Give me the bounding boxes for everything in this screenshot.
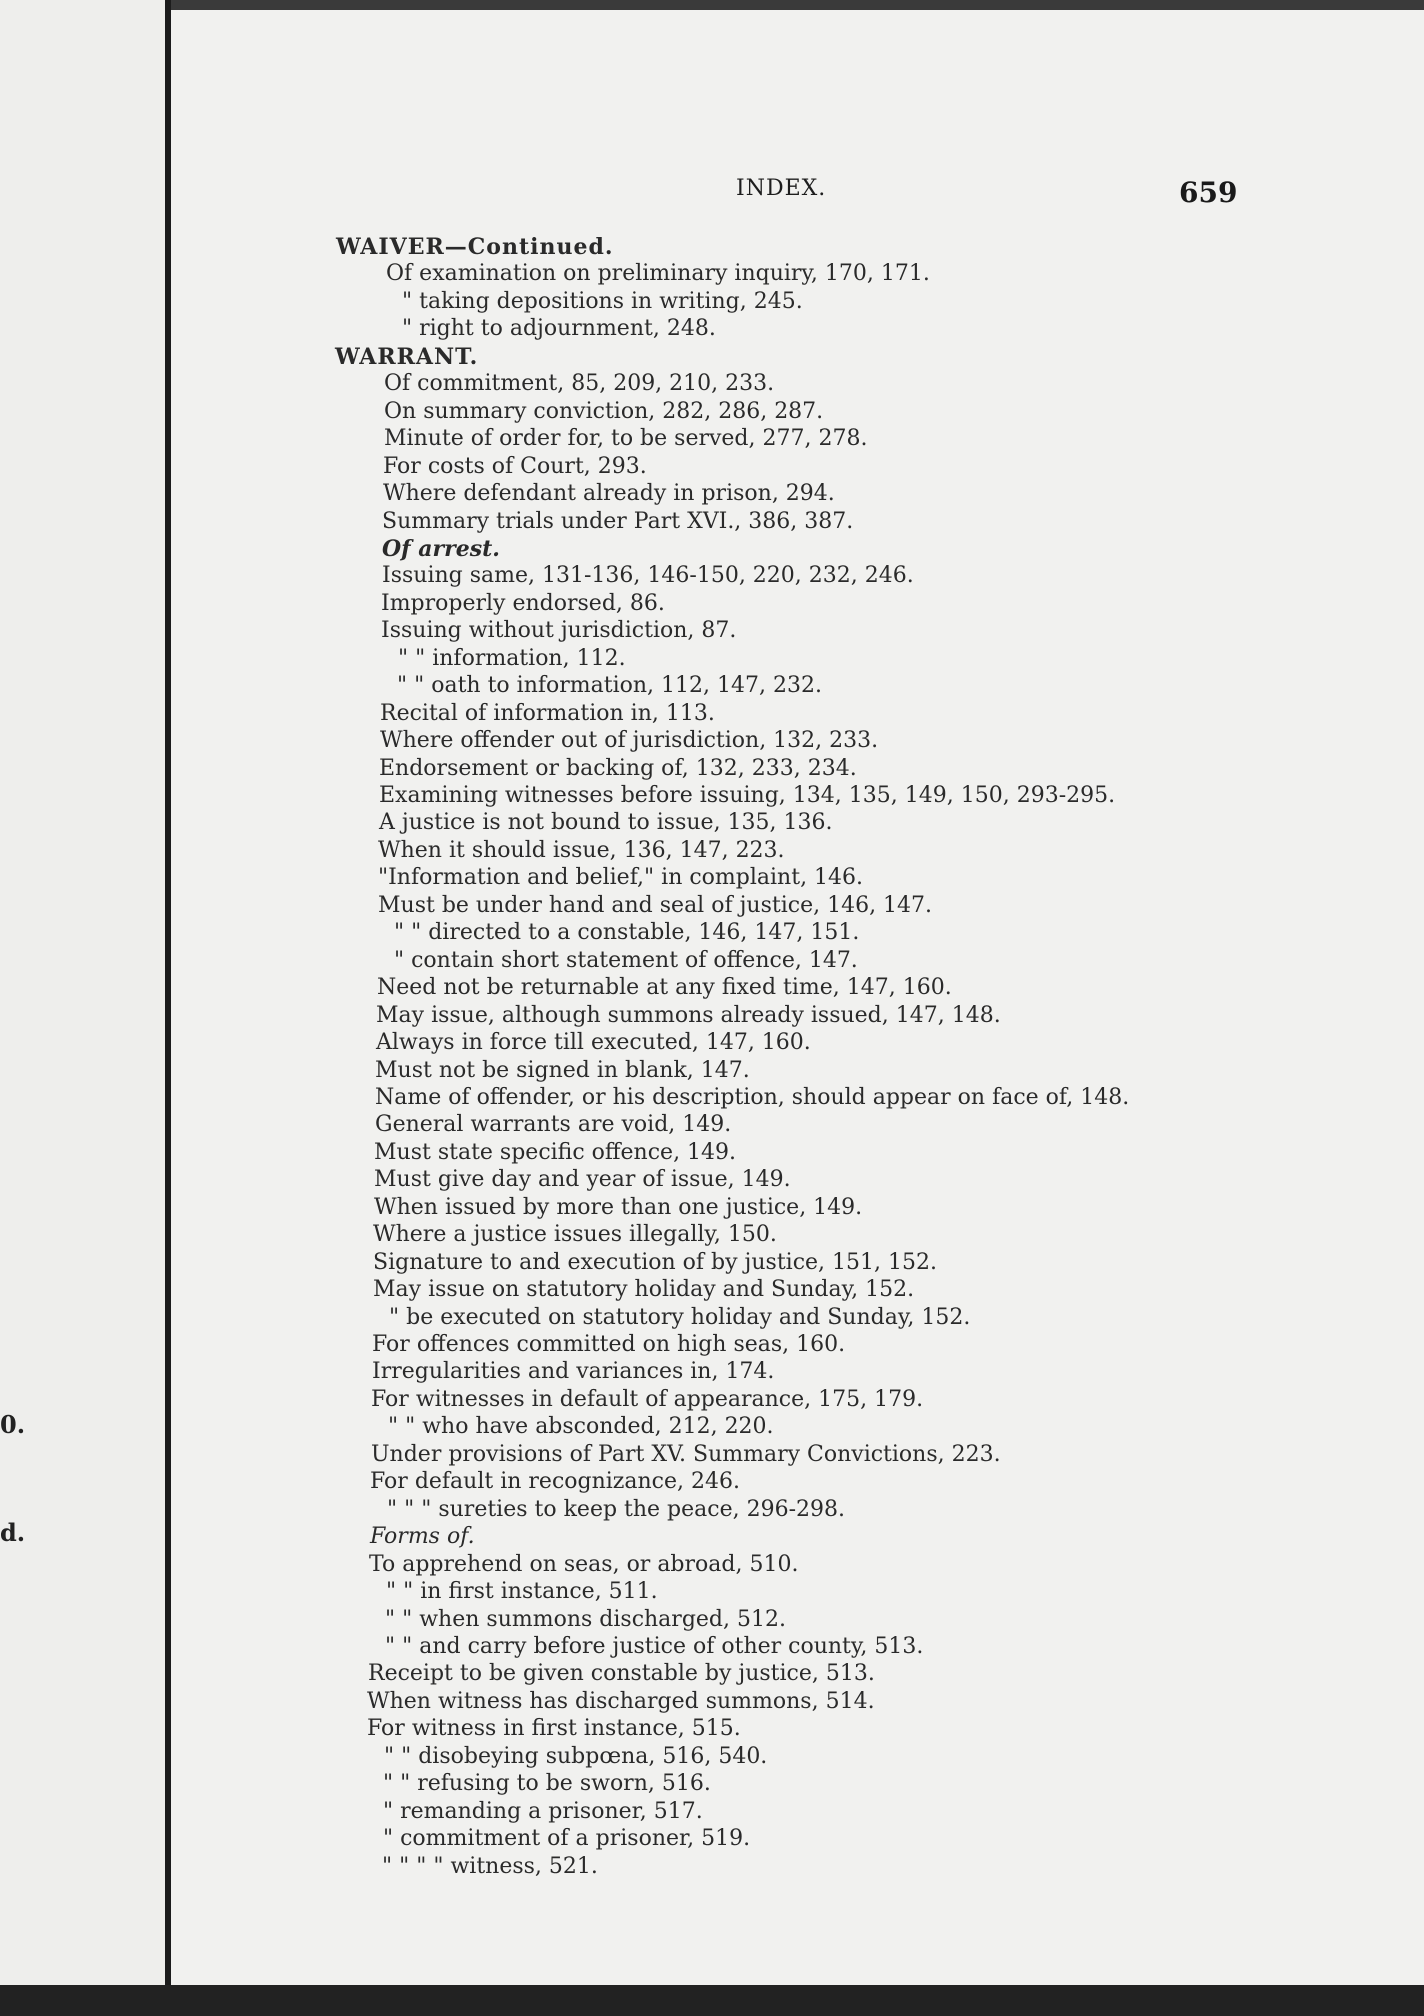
- index-entry: Must not be signed in blank, 147.: [375, 1058, 750, 1083]
- index-entry: May issue, although summons already issued, 147, 148.: [376, 1003, 1001, 1028]
- index-entry: " " refusing to be sworn, 516.: [383, 1771, 711, 1796]
- index-entry: " commitment of a prisoner, 519.: [383, 1826, 751, 1851]
- left-page-fragment: d.: [0, 1518, 26, 1547]
- index-entry: Where defendant already in prison, 294.: [383, 481, 835, 506]
- index-entry: When it should issue, 136, 147, 223.: [378, 838, 785, 863]
- index-entry: " " when summons discharged, 512.: [385, 1607, 786, 1632]
- index-entry: When witness has discharged summons, 514.: [367, 1689, 875, 1714]
- index-entry: For witnesses in default of appearance, 175, 179.: [371, 1387, 924, 1412]
- index-entry: " remanding a prisoner, 517.: [383, 1799, 703, 1824]
- index-entry: For offences committed on high seas, 160.: [372, 1332, 846, 1357]
- index-entry: Must be under hand and seal of justice, 146, 147.: [378, 893, 933, 918]
- index-entry: Must give day and year of issue, 149.: [374, 1167, 791, 1192]
- index-entry: " " information, 112.: [398, 646, 626, 671]
- index-entry: For witness in first instance, 515.: [367, 1716, 741, 1741]
- index-entry: Must state specific offence, 149.: [374, 1140, 737, 1165]
- index-entry: "Information and belief," in complaint, 146.: [378, 865, 864, 890]
- index-entry: Of commitment, 85, 209, 210, 233.: [384, 371, 775, 396]
- left-page-fragment: 0.: [0, 1410, 26, 1439]
- index-entry: General warrants are void, 149.: [375, 1112, 732, 1137]
- index-entry: On summary conviction, 282, 286, 287.: [384, 399, 824, 424]
- index-entry: " " disobeying subpœna, 516, 540.: [384, 1744, 768, 1769]
- index-entry: Signature to and execution of by justice, 151, 152.: [373, 1250, 938, 1275]
- index-entry: May issue on statutory holiday and Sunday, 152.: [373, 1277, 915, 1302]
- index-entry: To apprehend on seas, or abroad, 510.: [369, 1552, 799, 1577]
- page-number: 659: [1179, 176, 1238, 209]
- index-entry: Minute of order for, to be served, 277, 278.: [384, 426, 868, 451]
- index-entry: Irregularities and variances in, 174.: [372, 1359, 775, 1384]
- index-entry: " " " sureties to keep the peace, 296-298.: [387, 1497, 846, 1522]
- index-entry: " contain short statement of offence, 147.: [394, 948, 858, 973]
- index-entry: " " oath to information, 112, 147, 232.: [397, 673, 822, 698]
- index-entry: " be executed on statutory holiday and Sunday, 152.: [389, 1305, 971, 1330]
- index-entry: When issued by more than one justice, 149.: [374, 1195, 863, 1220]
- index-entry: Where offender out of jurisdiction, 132, 233.: [380, 728, 879, 753]
- index-entry: " " in first instance, 511.: [386, 1579, 658, 1604]
- index-entry: Issuing same, 131-136, 146-150, 220, 232, 246.: [382, 563, 914, 588]
- index-entry: " " and carry before justice of other county, 513.: [385, 1634, 924, 1659]
- index-entry: " " " " witness, 521.: [382, 1854, 598, 1879]
- index-entry: " " who have absconded, 212, 220.: [388, 1414, 774, 1439]
- index-entry: Of examination on preliminary inquiry, 170, 171.: [386, 261, 930, 286]
- index-entry: Always in force till executed, 147, 160.: [376, 1030, 811, 1055]
- right-page: [171, 10, 1424, 1985]
- index-entry: " right to adjournment, 248.: [402, 316, 716, 341]
- index-entry: Forms of.: [370, 1524, 475, 1549]
- index-entry: Of arrest.: [382, 536, 500, 562]
- index-entry: " taking depositions in writing, 245.: [402, 289, 803, 314]
- index-entry: Name of offender, or his description, should appear on face of, 148.: [375, 1085, 1130, 1110]
- index-entry: A justice is not bound to issue, 135, 136.: [379, 810, 833, 835]
- index-entry: Issuing without jurisdiction, 87.: [381, 618, 737, 643]
- scan-bottom-border: [0, 1985, 1424, 2016]
- index-entry: For costs of Court, 293.: [383, 454, 647, 479]
- running-header: INDEX.: [736, 176, 827, 201]
- index-entry: For default in recognizance, 246.: [370, 1469, 740, 1494]
- index-entry: Summary trials under Part XVI., 386, 387.: [382, 509, 854, 534]
- index-entry: Under provisions of Part XV. Summary Convictions, 223.: [371, 1442, 1001, 1467]
- index-entry: Where a justice issues illegally, 150.: [373, 1222, 777, 1247]
- index-heading: WAIVER—Continued.: [336, 234, 614, 260]
- index-entry: Need not be returnable at any fixed time, 147, 160.: [377, 975, 952, 1000]
- index-entry: " " directed to a constable, 146, 147, 151.: [394, 920, 860, 945]
- index-heading: WARRANT.: [335, 344, 479, 370]
- index-entry: Examining witnesses before issuing, 134, 135, 149, 150, 293-295.: [379, 783, 1116, 808]
- index-entry: Improperly endorsed, 86.: [381, 591, 665, 616]
- index-entry: Receipt to be given constable by justice, 513.: [368, 1661, 875, 1686]
- index-entry: Endorsement or backing of, 132, 233, 234.: [379, 756, 857, 781]
- index-entry: Recital of information in, 113.: [380, 701, 715, 726]
- left-page: [0, 0, 165, 1985]
